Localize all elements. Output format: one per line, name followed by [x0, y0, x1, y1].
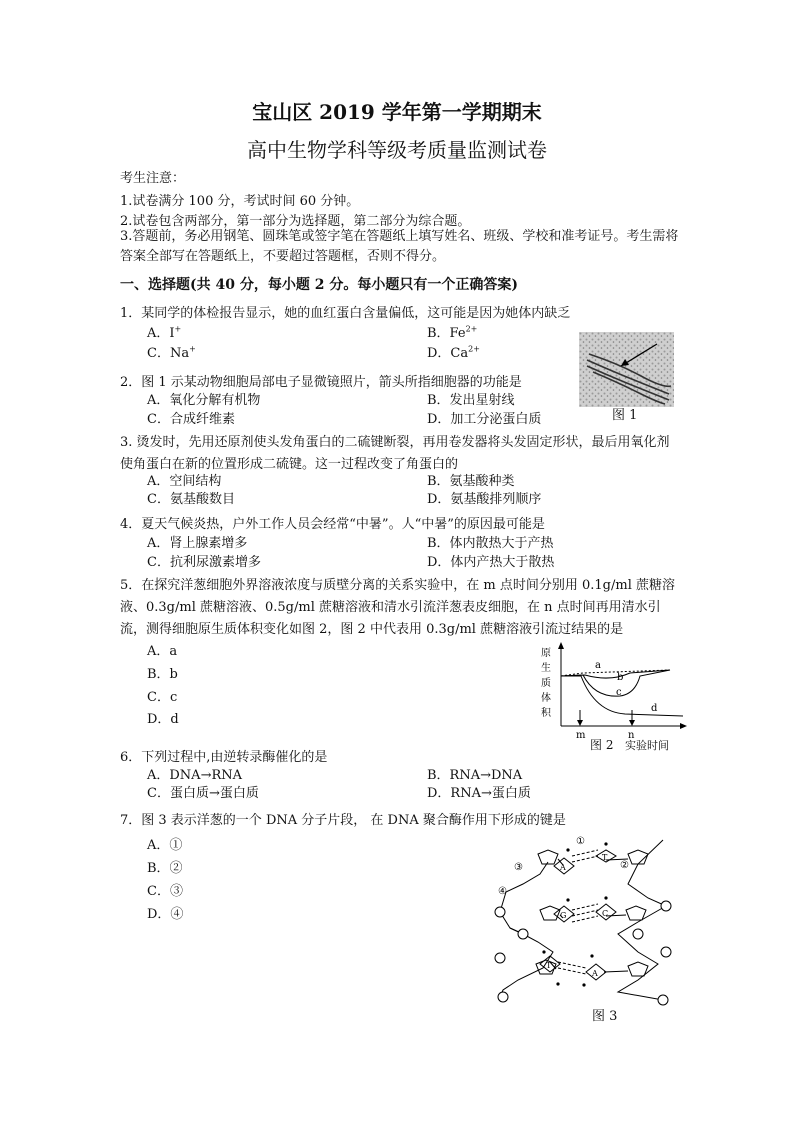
notice-item: 3.答题前，务必用钢笔、圆珠笔或签字笔在答题纸上填写姓名、班级、学校和准考证号。考生需将答案全部写在答题纸上，不要超过答题框，否则不得分。 — [120, 229, 679, 264]
option: D．体内产热大于散热 — [427, 555, 555, 570]
option: A．空间结构 — [147, 474, 222, 489]
question-stem: 1．某同学的体检报告显示，她的血红蛋白含量偏低，这可能是因为她体内缺乏 — [120, 306, 571, 321]
bond-label: ① — [576, 836, 585, 847]
option: C．合成纤维素 — [147, 412, 235, 427]
time-mark: n — [628, 730, 635, 741]
option: A．a — [147, 644, 178, 659]
base-label: T — [602, 853, 608, 862]
page-title: 宝山区 2019 学年第一学期期末 — [252, 100, 542, 124]
option: B．② — [147, 861, 183, 876]
base-label: A — [592, 969, 598, 978]
question-stem: 3. 烫发时，先用还原剂使头发角蛋白的二硫键断裂，再用卷发器将头发固定形状，最后用氧化剂使角蛋白在新的位置形成二硫键。这一过程改变了角蛋白的 — [120, 435, 670, 472]
option: C．蛋白质→蛋白质 — [147, 786, 259, 801]
option: B．RNA→DNA — [427, 768, 523, 783]
question-stem: 6．下列过程中,由逆转录酶催化的是 — [120, 750, 328, 765]
option: D．RNA→蛋白质 — [427, 786, 531, 801]
option: D．氨基酸排列顺序 — [427, 492, 542, 507]
y-axis-label-char: 原 — [541, 648, 551, 659]
question-stem: 2．图 1 示某动物细胞局部电子显微镜照片，箭头所指细胞器的功能是 — [120, 375, 522, 390]
option: B．$Fe^{2+}$ — [427, 324, 478, 341]
curve-label: a — [595, 660, 601, 671]
question-stem: 7．图 3 表示洋葱的一个 DNA 分子片段， 在 DNA 聚合酶作用下形成的键是 — [120, 813, 566, 828]
question-stem: 4．夏天气候炎热，户外工作人员会经常“中暑”。人“中暑”的原因最可能是 — [120, 517, 545, 532]
bond-label: ④ — [498, 886, 507, 897]
y-axis-label-char: 生 — [541, 663, 551, 674]
option: C．c — [147, 690, 178, 705]
figure3-caption: 图 3 — [592, 1009, 618, 1024]
option: A．① — [147, 838, 183, 853]
figure2-caption: 图 2 — [590, 738, 614, 752]
figure1-caption: 图 1 — [612, 408, 638, 423]
curve-label: c — [616, 687, 622, 698]
bond-label: ③ — [514, 862, 523, 873]
option: A．肾上腺素增多 — [147, 536, 248, 551]
time-mark: m — [576, 730, 586, 741]
option: C．氨基酸数目 — [147, 492, 235, 507]
y-axis-label-char: 质 — [541, 678, 551, 689]
option: B．氨基酸种类 — [427, 474, 515, 489]
curve-label: d — [651, 703, 658, 714]
option: D．$Ca^{2+}$ — [427, 344, 480, 361]
option: D．加工分泌蛋白质 — [427, 412, 542, 427]
figure2-graph — [535, 640, 695, 755]
option: A．DNA→RNA — [147, 768, 243, 783]
base-label: C — [602, 909, 609, 918]
option: C．③ — [147, 884, 183, 899]
option: A．I+ — [147, 324, 182, 341]
y-axis-label-char: 体 — [541, 693, 551, 704]
option: B．b — [147, 667, 178, 682]
option: A．氧化分解有机物 — [147, 393, 261, 408]
base-label: G — [560, 911, 567, 920]
bond-label: ② — [620, 860, 629, 871]
page-subtitle: 高中生物学科等级考质量监测试卷 — [247, 138, 547, 162]
x-axis-label: 实验时间 — [625, 739, 669, 752]
y-axis-label-char: 积 — [541, 708, 551, 719]
option: B．体内散热大于产热 — [427, 536, 554, 551]
notice-item: 1.试卷满分 100 分，考试时间 60 分钟。 — [120, 194, 360, 209]
option: C．抗利尿激素增多 — [147, 555, 261, 570]
base-label: A — [560, 863, 566, 872]
question-stem: 5．在探究洋葱细胞外界溶液浓度与质壁分离的关系实验中，在 m 点时间分别用 0.1g/ml 蔗糖溶液、0.3g/ml 蔗糖溶液、0.5g/ml 蔗糖溶液和清水引流洋葱表皮细胞，在 n 点时间再用清水引流，测得细胞原生质体积变化如图 2，图 2 中代表用 0.3g/ml 蔗糖溶液引流过结果的是 — [120, 578, 675, 637]
notice-heading: 考生注意： — [120, 171, 186, 186]
section-heading: 一、选择题(共 40 分，每小题 2 分。每小题只有一个正确答案) — [120, 277, 518, 293]
option: D．d — [147, 712, 179, 727]
option: B．发出星射线 — [427, 393, 515, 408]
notice-item: 2.试卷包含两部分，第一部分为选择题，第二部分为综合题。 — [120, 214, 471, 229]
option: C．Na+ — [147, 344, 196, 361]
option: D．④ — [147, 907, 184, 922]
figure3-dna-diagram — [488, 832, 678, 1007]
base-label: T — [546, 961, 552, 970]
figure1-micrograph — [579, 332, 674, 407]
curve-label: b — [617, 672, 624, 683]
